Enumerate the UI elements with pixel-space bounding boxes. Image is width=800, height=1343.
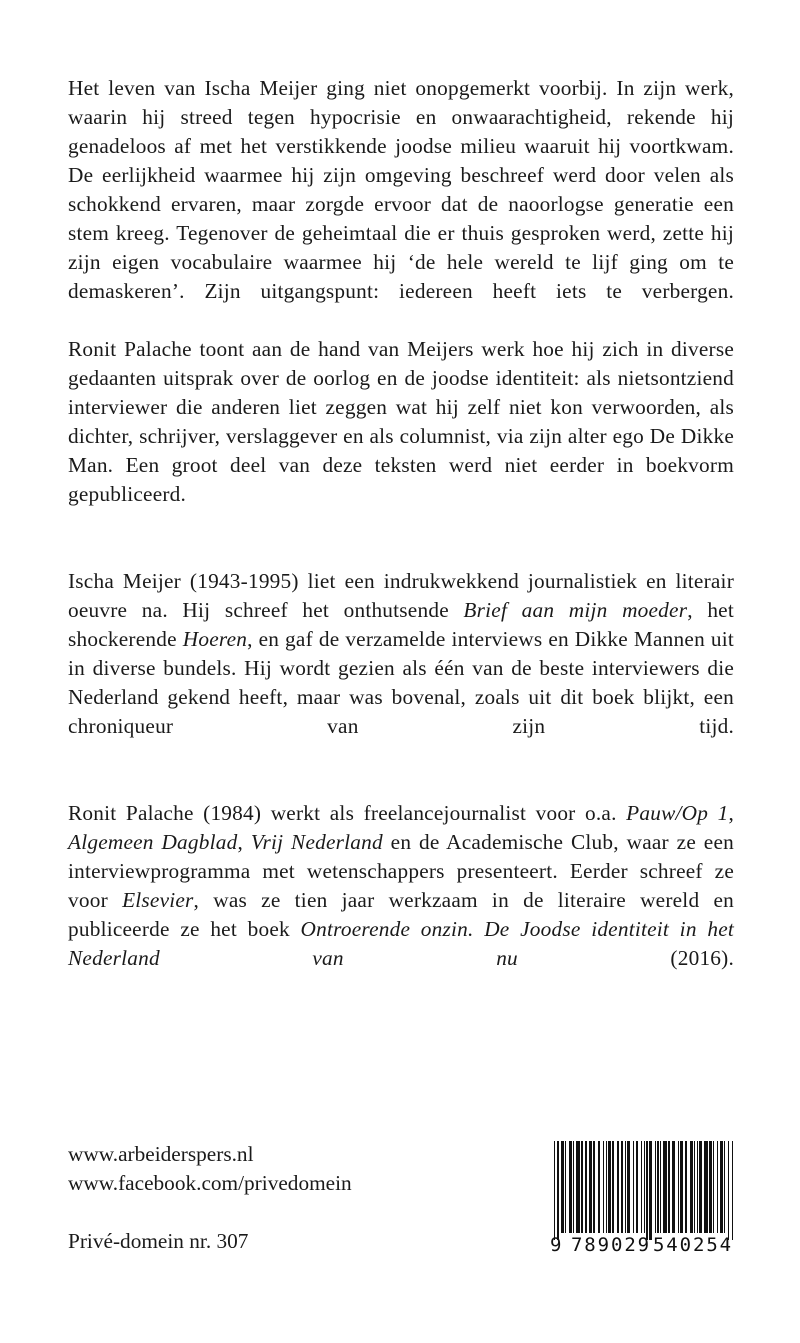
author-bio-ronit-palache xyxy=(68,799,734,1002)
blurb-text-column xyxy=(68,74,734,1002)
bio-text: Ischa Meijer (1943-1995) liet een indrukwekkend journalistiek en literair oeuvre na. Hij schreef het onthutsende xyxy=(68,569,734,622)
blurb-paragraph-2: Ronit Palache toont aan de hand van Meijers werk hoe hij zich in diverse gedaanten uitsprak over de oorlog en de joodse identiteit: als nietsontziend interviewer die anderen liet zeggen wat hij zelf niet kon verwoorden, als dichter, schrijver, verslaggever en als columnist, via zijn alter ego De Dikke Man. Een groot deel van deze teksten werd niet eerder in boekvorm gepubliceerd. xyxy=(68,337,734,506)
publisher-website-url[interactable]: www.arbeiderspers.nl xyxy=(68,1142,254,1166)
book-title-hoeren: Hoeren xyxy=(182,627,248,651)
series-number-label: Privé-domein nr. 307 xyxy=(68,1229,249,1253)
barcode-bars xyxy=(554,1141,734,1233)
barcode-lead-digit: 9 xyxy=(550,1234,562,1256)
book-title-brief-aan-mijn-moeder: Brief aan mijn moeder xyxy=(463,598,688,622)
publisher-links xyxy=(68,1140,498,1198)
barcode-module xyxy=(732,1141,733,1240)
barcode-left-group: 789029 xyxy=(570,1234,652,1256)
publication-vrij-nederland: Vrij Nederland xyxy=(250,830,383,854)
bio-text: , xyxy=(728,801,734,825)
barcode-digits xyxy=(550,1233,736,1257)
bio-text: , was ze tien jaar werkzaam in de literaire wereld en publiceerde ze het boek xyxy=(68,888,734,941)
bio-text: , xyxy=(237,830,251,854)
author-bio-ischa-meijer xyxy=(68,567,734,770)
ean13-barcode xyxy=(540,1132,740,1264)
bio-text: Ronit Palache (1984) werkt als freelancejournalist voor o.a. xyxy=(68,801,627,825)
publication-elsevier: Elsevier xyxy=(122,888,194,912)
barcode-right-group: 540254 xyxy=(652,1234,734,1256)
bio-text: , en gaf de verzamelde interviews en Dikke Mannen uit in diverse bundels. Hij wordt gezien als één van de beste interviewers die Nederland gekend heeft, maar was bovenal, zoals uit dit boek blijkt, een chroniqueur van zijn tijd. xyxy=(68,627,735,738)
bio-text: en de Academische Club, waar ze een interviewprogramma met wetenschappers presenteert. Eerder schreef ze voor xyxy=(68,830,734,912)
blurb-paragraph-1: Het leven van Ischa Meijer ging niet onopgemerkt voorbij. In zijn werk, waarin hij streed tegen hypocrisie en onwaarachtigheid, rekende hij genadeloos af met het verstikkende joodse milieu waaruit hij voortkwam. De eerlijkheid waarmee hij zijn omgeving beschreef werd door velen als schokkend ervaren, maar zorgde ervoor dat de naoorlogse generatie een stem kreeg. Tegenover de geheimtaal die er thuis gesproken werd, zette hij zijn eigen vocabulaire waarmee hij ‘de hele wereld te lijf ging om te demaskeren’. Zijn uitgangspunt: iedereen heeft iets te verbergen. xyxy=(68,76,734,303)
bio-text: (2016). xyxy=(517,946,735,970)
publication-pauw-op-1: Pauw/Op 1 xyxy=(626,801,729,825)
publication-algemeen-dagblad: Algemeen Dagblad xyxy=(68,830,238,854)
book-title-ontroerende-onzin: Ontroerende onzin. De Joodse identiteit in het Nederland van nu xyxy=(68,917,734,970)
bio-text: , het shockerende xyxy=(68,598,734,651)
publisher-facebook-url[interactable]: www.facebook.com/privedomein xyxy=(68,1171,352,1195)
